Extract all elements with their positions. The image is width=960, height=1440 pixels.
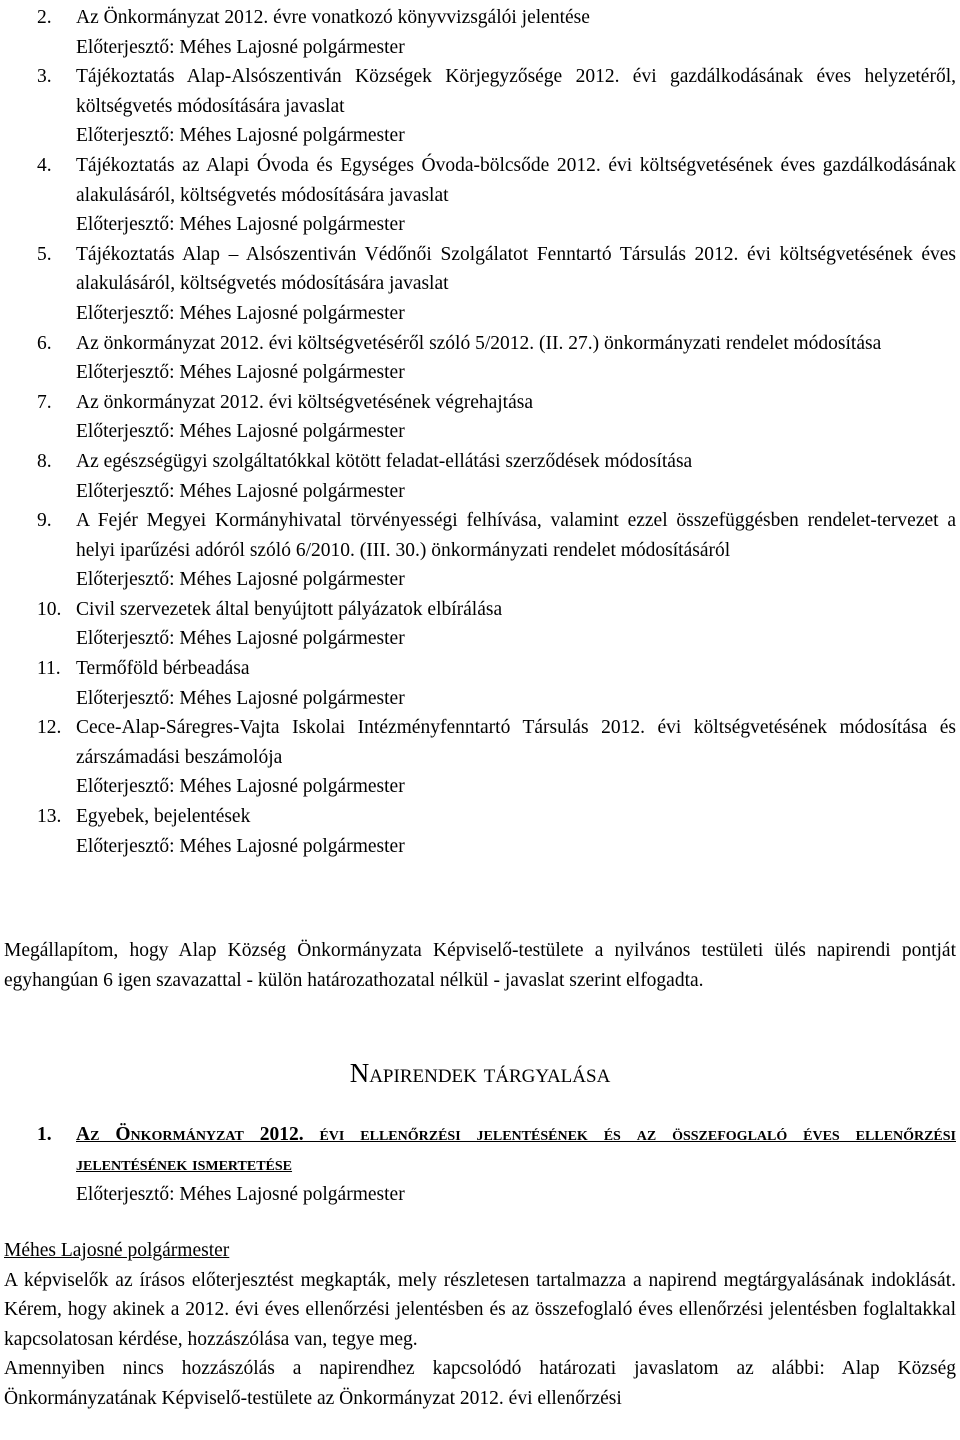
agenda-item-title: Termőföld bérbeadása [76,658,250,680]
agenda-item [0,654,956,713]
agenda-item-number: 5. [37,243,52,265]
agenda-item-title: Az egészségügyi szolgáltatókkal kötött feladat-ellátási szerződések módosítása [76,450,693,472]
agenda-item-number: 2. [37,7,52,28]
agenda-item-title: Civil szervezetek által benyújtott pályázatok elbírálása [76,598,503,620]
topic-title: Az Önkormányzat 2012. évi ellenőrzési jelentésének és az összefoglaló éves ellenőrzési jelentésének ismertetése [76,1124,956,1175]
agenda-item-title: Cece-Alap-Sáregres-Vajta Iskolai Intézményfenntartó Társulás 2012. évi költségvetésének módosítása és zárszámadási beszámolója [76,717,956,768]
agenda-item-title: Az önkormányzat 2012. évi költségvetéséről szóló 5/2012. (II. 27.) önkormányzati rendelet módosítása [76,332,882,354]
topic-number: 1. [37,1124,52,1145]
agenda-item [0,62,956,151]
topic-header [0,1120,956,1180]
agenda-item-presenter: Előterjesztő: Méhes Lajosné polgármester [76,362,405,384]
agenda-item-presenter: Előterjesztő: Méhes Lajosné polgármester [76,628,405,650]
agenda-item-number: 6. [37,332,52,354]
agenda-item-number: 4. [37,154,52,176]
agenda-item-number: 11. [37,658,61,680]
agenda-item [0,713,956,802]
agenda-item-presenter: Előterjesztő: Méhes Lajosné polgármester [76,835,405,857]
speaker-name: Méhes Lajosné polgármester [4,1240,230,1261]
agenda-item-presenter: Előterjesztő: Méhes Lajosné polgármester [76,125,405,147]
agenda-list [0,3,956,861]
agenda-item [0,329,956,388]
agenda-item-number: 12. [37,717,62,739]
agenda-item [0,802,956,861]
agenda-item [0,240,956,329]
agenda-item-presenter: Előterjesztő: Méhes Lajosné polgármester [76,480,405,502]
agenda-item-title: Az önkormányzat 2012. évi költségvetésének végrehajtása [76,391,534,413]
agenda-item-presenter: Előterjesztő: Méhes Lajosné polgármester [76,302,405,324]
agenda-item-presenter: Előterjesztő: Méhes Lajosné polgármester [76,776,405,798]
agenda-item-title: Tájékoztatás az Alapi Óvoda és Egységes Óvoda-bölcsőde 2012. évi költségvetésének éves gazdálkodásának alakulásáról, költségvetés módosítására javaslat [76,154,956,206]
topic-presenter: Előterjesztő: Méhes Lajosné polgármester [76,1184,405,1205]
agenda-item [0,3,956,62]
speech-paragraph: Amennyiben nincs hozzászólás a napirendhez kapcsolódó határozati javaslatom az alábbi: Alap Község Önkormányzatának Képviselő-testülete az Önkormányzat 2012. évi ellenőrzési [4,1358,956,1409]
agenda-item-number: 8. [37,450,52,472]
agenda-item-title: Az Önkormányzat 2012. évre vonatkozó könyvvizsgálói jelentése [76,7,590,28]
agenda-item-presenter: Előterjesztő: Méhes Lajosné polgármester [76,687,405,709]
agenda-item [0,151,956,240]
agenda-item-number: 7. [37,391,52,413]
speech-paragraph: A képviselők az írásos előterjesztést megkapták, mely részletesen tartalmazza a napirend megtárgyalásának indoklását. Kérem, hogy akinek a 2012. évi éves ellenőrzési jelentésben és az összefoglaló éves ellenőrzési jelentésben foglaltakkal kapcsolatosan kérdése, hozzászólása van, tegye meg. [4,1269,956,1350]
agenda-item [0,595,956,654]
agenda-item-number: 13. [37,806,62,828]
agenda-item [0,447,956,506]
agenda-item-presenter: Előterjesztő: Méhes Lajosné polgármester [76,214,405,236]
speech-block [4,1236,956,1414]
agenda-item-presenter: Előterjesztő: Méhes Lajosné polgármester [76,36,405,58]
agenda-item-number: 9. [37,510,52,532]
agenda-item-title: Tájékoztatás Alap – Alsószentiván Védőnői Szolgálatot Fenntartó Társulás 2012. évi költségvetésének éves alakulásáról, költségvetés módosítására javaslat [76,243,956,295]
agenda-item-title: Egyebek, bejelentések [76,806,251,828]
agenda-item-presenter: Előterjesztő: Méhes Lajosné polgármester [76,569,405,591]
agenda-topic [0,1120,956,1210]
resolution-statement: Megállapítom, hogy Alap Község Önkormányzata Képviselő-testülete a nyilvános testületi ülés napirendi pontját egyhangúan 6 igen szavazattal - külön határozathozatal nélkül - javaslat szerint elfogadta. [4,940,956,991]
agenda-item [0,506,956,595]
agenda-item-number: 10. [37,598,62,620]
agenda-item [0,388,956,447]
agenda-item-title: Tájékoztatás Alap-Alsószentiván Községek Körjegyzősége 2012. évi gazdálkodásának éves helyzetéről, költségvetés módosítására javaslat [76,66,956,117]
agenda-item-number: 3. [37,66,52,88]
section-heading: Napirendek tárgyalása [349,1058,611,1088]
agenda-item-presenter: Előterjesztő: Méhes Lajosné polgármester [76,421,405,443]
agenda-item-title: A Fejér Megyei Kormányhivatal törvényességi felhívása, valamint ezzel összefüggésben rendelet-tervezet a helyi iparűzési adóról szóló 6/2010. (III. 30.) önkormányzati rendelet módosításáról [76,510,956,561]
